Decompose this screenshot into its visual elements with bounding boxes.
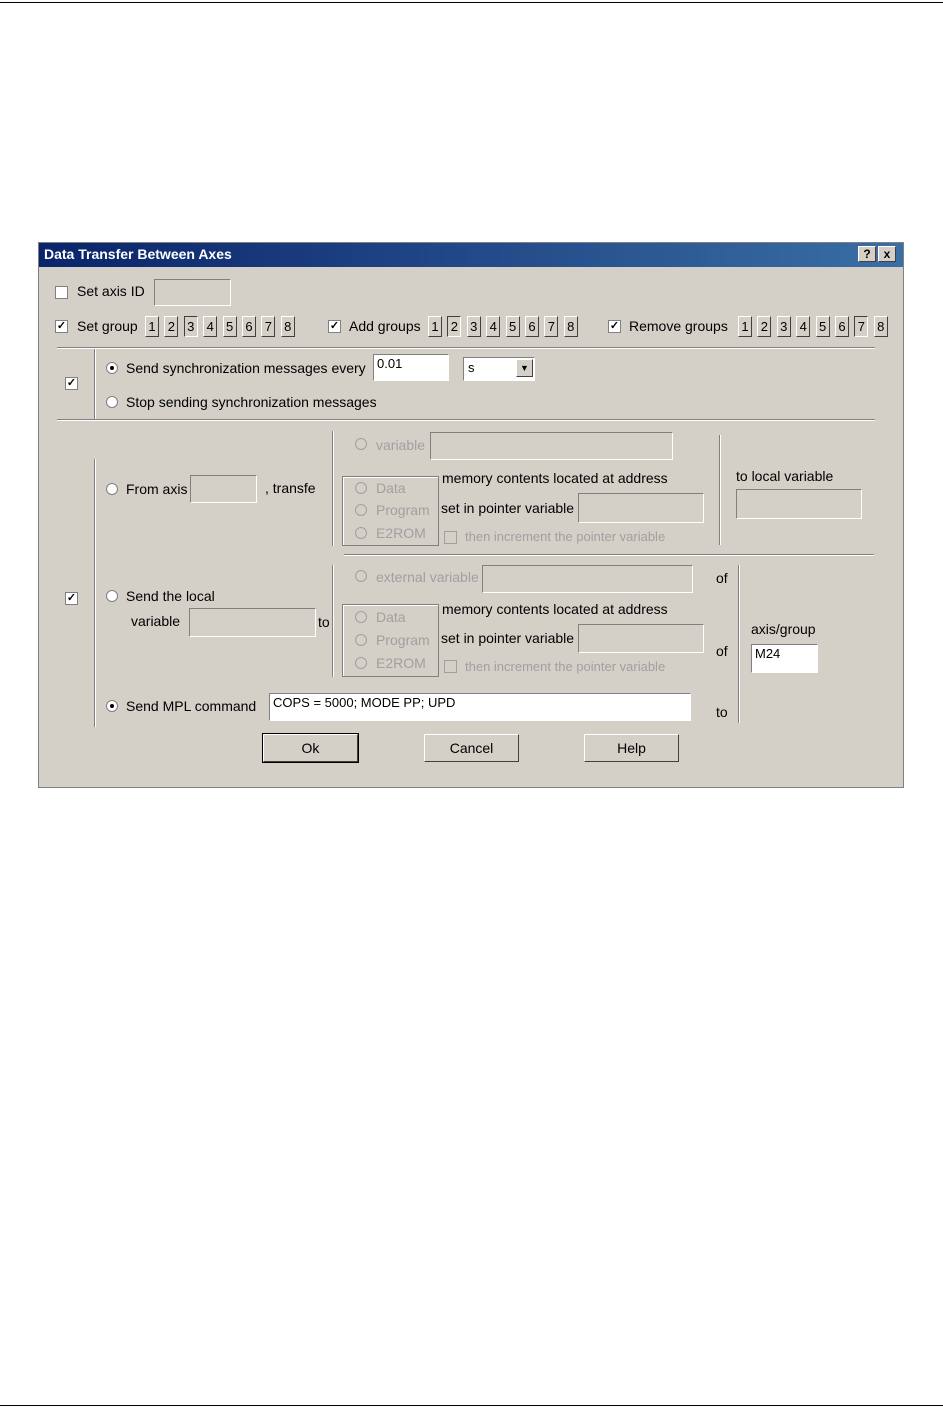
sync-divider <box>94 349 96 419</box>
data-transfer-dialog <box>38 242 904 788</box>
axis-id-field[interactable] <box>154 279 231 306</box>
transfer-divider <box>94 459 96 727</box>
send-local-radio[interactable] <box>106 590 118 602</box>
variable-radio[interactable] <box>355 438 367 450</box>
increment-label-1: then increment the pointer variable <box>465 529 666 544</box>
transfer-label: , transfe <box>265 480 316 496</box>
remove-groups-checkbox[interactable]: ✓ <box>609 320 620 332</box>
transfer-enable-checkbox[interactable]: ✓ <box>66 592 77 604</box>
remove-groups-number-button[interactable]: 6 <box>835 316 849 337</box>
external-variable-field[interactable] <box>482 565 693 593</box>
add-groups-number-button[interactable]: 5 <box>506 316 520 337</box>
send-sync-radio[interactable] <box>106 362 118 374</box>
remove-groups-number-button[interactable]: 7 <box>854 316 868 337</box>
increment-checkbox-2[interactable] <box>444 660 457 673</box>
set-group-checkbox[interactable]: ✓ <box>56 320 67 332</box>
local-divider <box>719 435 721 545</box>
close-icon[interactable]: x <box>878 246 896 262</box>
title-bar <box>39 243 903 267</box>
to-local-label: to local variable <box>736 468 834 484</box>
cancel-button[interactable]: Cancel <box>424 734 519 762</box>
add-groups-number-button[interactable]: 8 <box>564 316 578 337</box>
separator <box>57 419 875 421</box>
from-axis-label: From axis <box>126 481 188 497</box>
page-bottom-rule <box>0 1405 943 1406</box>
memory-label-2: memory contents located at address <box>442 601 668 617</box>
program-label-2: Program <box>376 632 430 648</box>
separator <box>344 554 874 556</box>
set-group-number-button[interactable]: 1 <box>145 316 159 337</box>
help-title-button[interactable]: ? <box>858 246 876 262</box>
set-group-label: Set group <box>77 318 138 334</box>
mpl-to-label: to <box>716 704 728 720</box>
external-variable-radio[interactable] <box>355 570 367 582</box>
sync-interval-field[interactable]: 0.01 <box>373 354 449 381</box>
e2rom-label-2: E2ROM <box>376 655 426 671</box>
of-label-1: of <box>716 570 728 586</box>
ok-button[interactable]: Ok <box>263 734 358 762</box>
set-axis-id-checkbox[interactable] <box>55 286 68 299</box>
axis-group-field[interactable]: M24 <box>751 644 818 673</box>
add-groups-number-button[interactable]: 2 <box>447 316 461 337</box>
local-variable-field[interactable] <box>736 489 862 519</box>
external-variable-label: external variable <box>376 569 479 585</box>
separator <box>57 347 875 349</box>
from-divider <box>332 431 334 546</box>
data-label-1: Data <box>376 480 406 496</box>
variable-label: variable <box>376 437 426 453</box>
pointer-label-2: set in pointer variable <box>441 630 575 646</box>
add-groups-number-button[interactable]: 4 <box>486 316 500 337</box>
mpl-command-field[interactable]: COPS = 5000; MODE PP; UPD <box>269 693 691 721</box>
sync-unit-select[interactable] <box>463 357 535 381</box>
axis-group-label: axis/group <box>751 621 816 637</box>
stop-sync-label: Stop sending synchronization messages <box>126 394 377 410</box>
remove-groups-number-button[interactable]: 5 <box>816 316 830 337</box>
axis-group-divider <box>738 565 740 723</box>
remove-groups-number-button[interactable]: 2 <box>757 316 771 337</box>
send-mpl-radio[interactable] <box>106 700 118 712</box>
pointer-label-1: set in pointer variable <box>441 500 575 516</box>
set-group-number-button[interactable]: 8 <box>281 316 295 337</box>
set-axis-id-label: Set axis ID <box>77 283 145 299</box>
data-radio-2[interactable] <box>355 611 367 623</box>
page-top-rule <box>0 2 943 3</box>
add-groups-checkbox[interactable]: ✓ <box>329 320 340 332</box>
of-label-2: of <box>716 643 728 659</box>
program-radio-2[interactable] <box>355 634 367 646</box>
send-sync-label: Send synchronization messages every <box>126 360 366 376</box>
chevron-down-icon[interactable]: ▼ <box>516 359 533 377</box>
remove-groups-number-button[interactable]: 8 <box>874 316 888 337</box>
dialog-title: Data Transfer Between Axes <box>44 246 232 262</box>
set-group-number-button[interactable]: 4 <box>203 316 217 337</box>
send-local-label: Send the local <box>126 588 215 604</box>
set-group-number-button[interactable]: 3 <box>184 316 198 337</box>
add-groups-number-button[interactable]: 7 <box>544 316 558 337</box>
set-group-number-button[interactable]: 6 <box>242 316 256 337</box>
e2rom-radio-1[interactable] <box>355 527 367 539</box>
pointer-field-2[interactable] <box>578 624 704 653</box>
program-radio-1[interactable] <box>355 504 367 516</box>
sync-enable-checkbox[interactable]: ✓ <box>66 377 77 389</box>
stop-sync-radio[interactable] <box>106 396 118 408</box>
set-group-number-button[interactable]: 7 <box>261 316 275 337</box>
set-group-number-button[interactable]: 2 <box>164 316 178 337</box>
add-groups-number-button[interactable]: 6 <box>525 316 539 337</box>
local-source-field[interactable] <box>189 608 316 637</box>
variable-field[interactable] <box>430 432 673 460</box>
send-local-variable-label: variable <box>131 613 181 629</box>
from-axis-radio[interactable] <box>106 483 118 495</box>
send-mpl-label: Send MPL command <box>126 698 257 714</box>
remove-groups-label: Remove groups <box>629 318 728 334</box>
data-label-2: Data <box>376 609 406 625</box>
help-button[interactable]: Help <box>584 734 679 762</box>
to-label: to <box>318 614 330 630</box>
set-group-number-button[interactable]: 5 <box>223 316 237 337</box>
memory-label-1: memory contents located at address <box>442 470 668 486</box>
remove-groups-number-button[interactable]: 3 <box>777 316 791 337</box>
from-axis-field[interactable] <box>190 475 257 503</box>
increment-label-2: then increment the pointer variable <box>465 659 666 674</box>
program-label-1: Program <box>376 502 430 518</box>
pointer-field-1[interactable] <box>578 493 704 523</box>
sync-unit-value: s <box>468 360 475 375</box>
add-groups-number-button[interactable]: 1 <box>428 316 442 337</box>
remove-groups-number-button[interactable]: 4 <box>796 316 810 337</box>
increment-checkbox-1[interactable] <box>444 531 457 544</box>
e2rom-radio-2[interactable] <box>355 657 367 669</box>
remove-groups-number-button[interactable]: 1 <box>738 316 752 337</box>
add-groups-label: Add groups <box>349 318 421 334</box>
send-divider <box>332 565 334 677</box>
add-groups-number-button[interactable]: 3 <box>467 316 481 337</box>
data-radio-1[interactable] <box>355 482 367 494</box>
e2rom-label-1: E2ROM <box>376 525 426 541</box>
